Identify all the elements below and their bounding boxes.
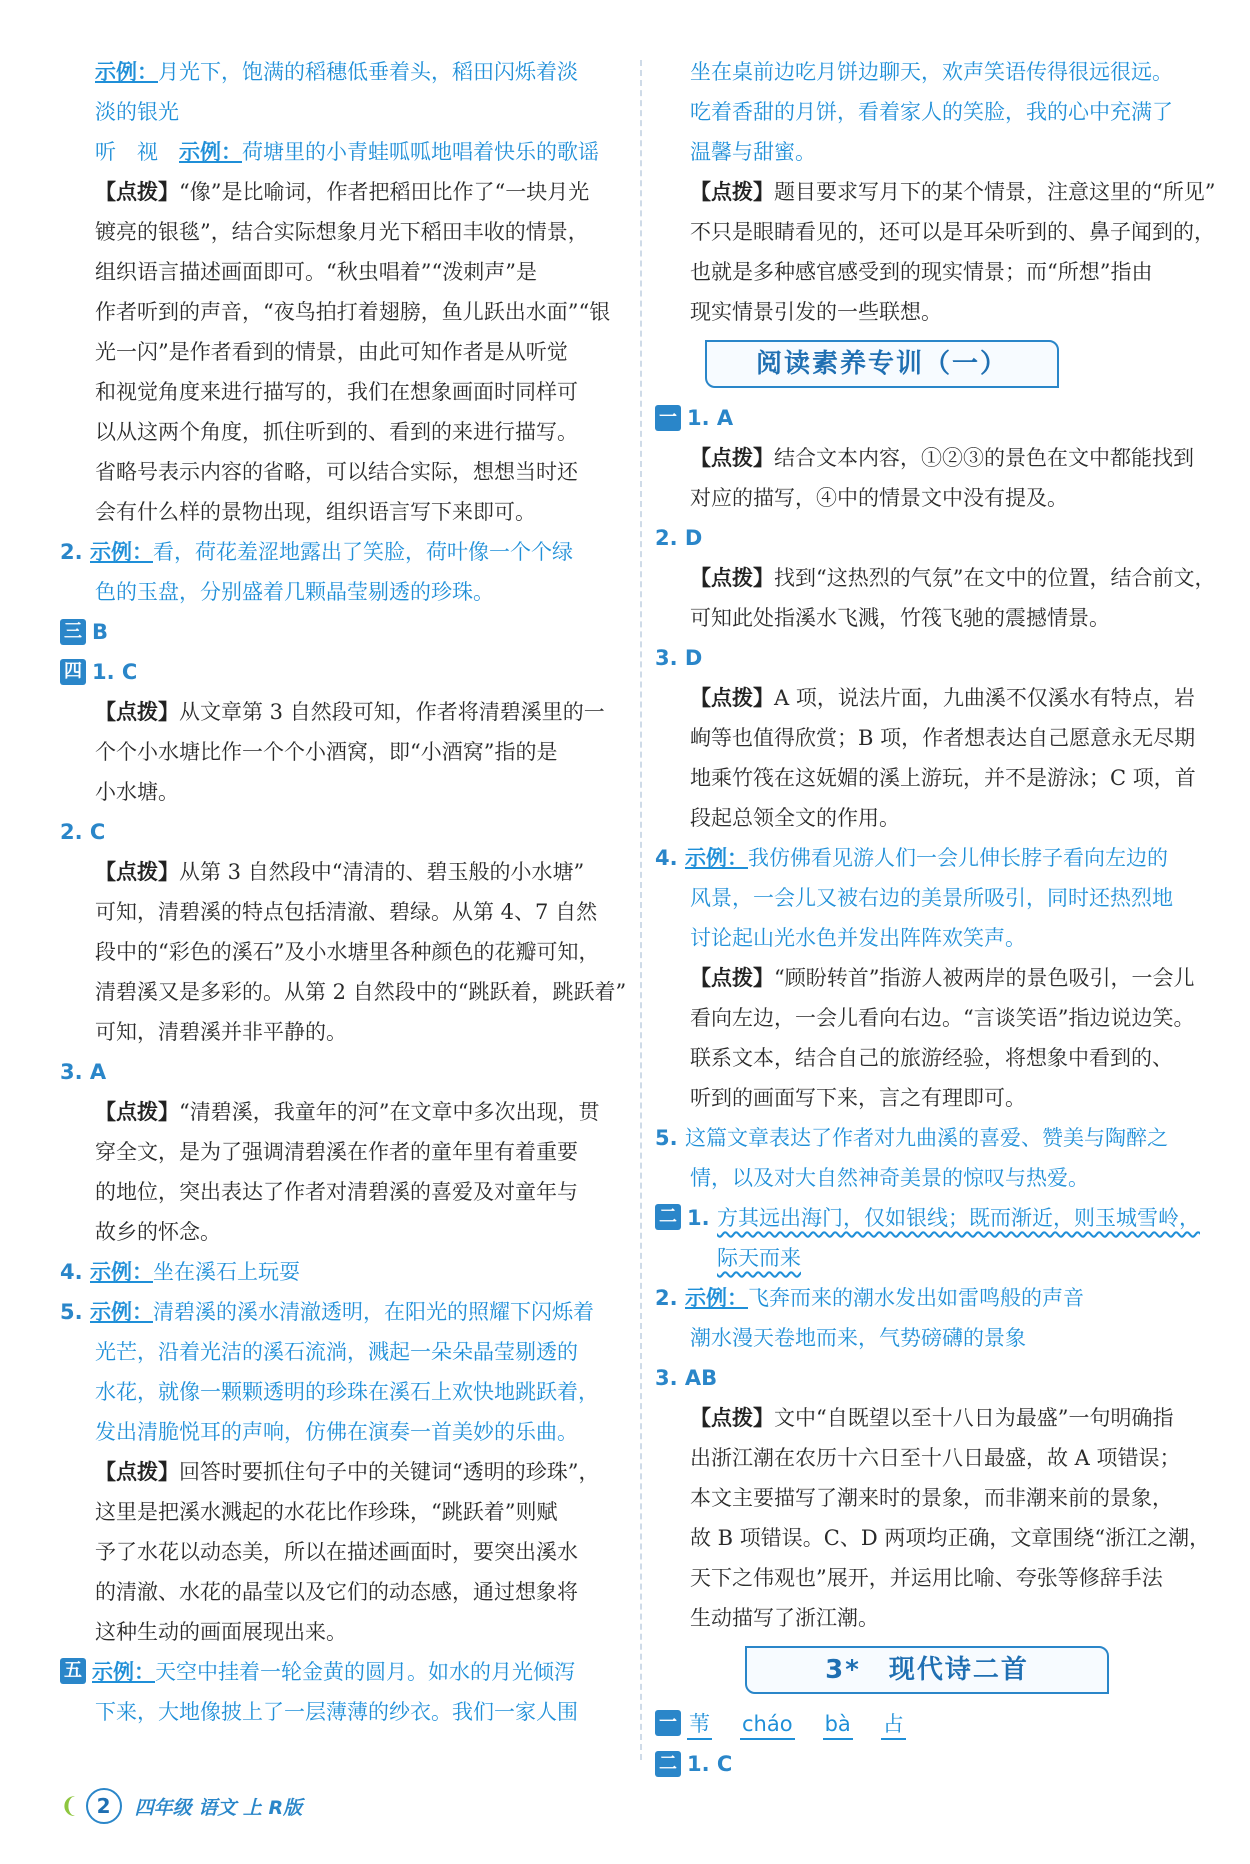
tip-block: 【点拨】“像”是比喻词，作者把稻田比作了“一块月光 镀亮的银毯”，结合实际想象月光下稻田丰收的情景， 组织语言描述画面即可。“秋虫唱着”“泼刺声”是 作者听到的声音，“夜鸟拍打着翅膀，鱼儿跃出水面”“银 光一闪”是作者看到的情景，由此可知作者是从听觉 和视觉角度来进行描写的，我们在想象画面时同样可 以从这两个角度，抓住听到的、看到的来进行描写。 省略号表示内容的省略，可以结合实际，想想当时还 会有什么样的景物出现，组织语言写下来即可。 xyxy=(95,180,611,524)
section-banner-reading: 阅读素养专训（一） xyxy=(705,340,1059,388)
footer-title: 四年级 语文 上 R版 xyxy=(134,1796,303,1819)
page-number: 2 xyxy=(86,1788,122,1824)
section-3: 三 B xyxy=(60,612,625,652)
left-column: 示例：月光下，饱满的稻穗低垂着头，稻田闪烁着淡 淡的银光 听 视 示例：荷塘里的小青蛙呱呱地唱着快乐的歌谣 【点拨】“像”是比喻词，作者把稻田比作了“一块月光 镀亮的银毯”，结合实际想象月光下稻田丰收的情景， 组织语言描述画面即可。“秋虫唱着”“泼刺声”是 作者听到的声音，“夜鸟拍打着翅膀，鱼儿跃出水面”“银 光一闪”是作者看到的情景，由此可知作者是从听觉 和视觉角度来进行描写的，我们在想象画面时同样可 以从这两个角度，抓住听到的、看到的来进行描写。 省略号表示内容的省略，可以结合实际，想想当时还 会有什么样的景物出现，组织语言写下来即可。 2. 示例：看，荷花羞涩地露出了笑脸，荷叶像一个个绿 色的玉盘，分别盛着几颗晶莹剔透的珍珠。 三 B 四 1. C 【点拨】从文章第 3 自然段可知，作者将清碧溪里的一 个个小水塘比作一个个小酒窝，即“小酒窝”指的是 小水塘。 2. C 【点拨】从第 3 自然段中“清清的、碧玉般的小水塘” 可知，清碧溪的特点包括清澈、碧绿。从第 4、7 自然 段中的“彩色的溪石”及小水塘里各种颜色的花瓣可知， 清碧溪又是多彩的。从第 2 自然段中的“跳跃着，跳跃着” 可知，清碧溪并非平静的。 3. A 【点拨】“清碧溪，我童年的河”在文章中多次出现，贯 穿全文，是为了强调清碧溪在作者的童年里有着重要 的地位，突出表达了作者对清碧溪的喜爱及对童年与 故乡的怀念。 4. 示例：坐在溪石上玩耍 5. 示例：清碧溪的溪水清澈透明，在阳光的照耀下闪烁着 光芒，沿着光洁的溪石流淌，溅起一朵朵晶莹剔透的 水花，就像一颗颗透明的珍珠在溪石上欢快地跳跃着， 发出清脆悦耳的声响，仿佛在演奏一首美妙的乐曲。 【点拨】回答时要抓住句子中的关键词“透明的珍珠”， 这里是把溪水溅起的水花比作珍珠，“跳跃着”则赋 予了水花以动态美，所以在描述画面时，要突出溪水 的清澈、水花的晶莹以及它们的动态感，通过想象将 这种生动的画面展现出来。 五 示例：天空中挂着一轮金黄的圆月。如水的月光倾泻 下来，大地像披上了一层薄薄的纱衣。我们一家人围 xyxy=(60,52,625,1732)
answer-line: 淡的银光 xyxy=(95,100,179,124)
answer-example-line: 示例：月光下，饱满的稻穗低垂着头，稻田闪烁着淡 xyxy=(95,60,578,84)
question-2-answer: 2. 示例：看，荷花羞涩地露出了笑脸，荷叶像一个个绿 xyxy=(60,540,573,564)
question-5-answer: 5. 这篇文章表达了作者对九曲溪的喜爱、赞美与陶醉之 xyxy=(655,1126,1168,1150)
section-5: 五 示例：天空中挂着一轮金黄的圆月。如水的月光倾泻 xyxy=(60,1652,625,1692)
right-column: 坐在桌前边吃月饼边聊天，欢声笑语传得很远很远。 吃着香甜的月饼，看着家人的笑脸，我的心中充满了 温馨与甜蜜。 【点拨】题目要求写月下的某个情景，注意这里的“所见” 不只是眼睛看见的，还可以是耳朵听到的、鼻子闻到的， 也就是多种感官感受到的现实情景；而“所想”指由 现实情景引发的一些联想。 阅读素养专训（一） 一 1. A 【点拨】结合文本内容，①②③的景色在文中都能找到 对应的描写，④中的情景文中没有提及。 2. D 【点拨】找到“这热烈的气氛”在文中的位置，结合前文， 可知此处指溪水飞溅，竹筏飞驰的震撼情景。 3. D 【点拨】A 项，说法片面，九曲溪不仅溪水有特点，岩 峋等也值得欣赏；B 项，作者想表达自己愿意永无尽期 地乘竹筏在这妩媚的溪上游玩，并不是游泳；C 项，首 段起总领全文的作用。 4. 示例：我仿佛看见游人们一会儿伸长脖子看向左边的 风景，一会儿又被右边的美景所吸引，同时还热烈地 讨论起山光水色并发出阵阵欢笑声。 【点拨】“顾盼转首”指游人被两岸的景色吸引，一会儿 看向左边，一会儿看向右边。“言谈笑语”指边说边笑。 联系文本，结合自己的旅游经验，将想象中看到的、 听到的画面写下来，言之有理即可。 5. 这篇文章表达了作者对九曲溪的喜爱、赞美与陶醉之 情，以及对大自然神奇美景的惊叹与热爱。 二 1. 方其远出海门，仅如银线；既而渐近，则玉城雪岭， 际天而来 2. 示例：飞奔而来的潮水发出如雷鸣般的声音 潮水漫天卷地而来，气势磅礴的景象 3. AB 【点拨】文中“自既望以至十八日为最盛”一句明确指 出浙江潮在农历十六日至十八日最盛，故 A 项错误； 本文主要描写了潮来时的景象，而非潮来前的景象， 故 B 项错误。C、D 两项均正确，文章围绕“浙江之潮， 天下之伟观也”展开，并运用比喻、夸张等修辞手法 生动描写了浙江潮。 3* 现代诗二首 一 苇 cháo bà 占 二 1. C xyxy=(655,52,1220,1784)
leaf-icon: ❨ xyxy=(60,1793,79,1819)
question-4-answer: 4. 示例：我仿佛看见游人们一会儿伸长脖子看向左边的 xyxy=(655,846,1168,870)
section-a: 一 苇 cháo bà 占 xyxy=(655,1704,1220,1744)
question-2: 2. C xyxy=(60,820,106,844)
section-b: 二 1. C xyxy=(655,1744,1220,1784)
section-1: 一 1. A xyxy=(655,398,1220,438)
section-2: 二 1. 方其远出海门，仅如银线；既而渐近，则玉城雪岭， xyxy=(655,1198,1220,1238)
section-banner-poems: 3* 现代诗二首 xyxy=(745,1646,1109,1694)
column-divider xyxy=(640,60,642,1760)
answer-line: 听 视 示例：荷塘里的小青蛙呱呱地唱着快乐的歌谣 xyxy=(95,140,599,164)
question-5-answer: 5. 示例：清碧溪的溪水清澈透明，在阳光的照耀下闪烁着 xyxy=(60,1300,594,1324)
section-4: 四 1. C xyxy=(60,652,625,692)
question-4-answer: 4. 示例：坐在溪石上玩耍 xyxy=(60,1260,300,1284)
page-footer xyxy=(60,1788,302,1824)
question-3: 3. A xyxy=(60,1060,107,1084)
